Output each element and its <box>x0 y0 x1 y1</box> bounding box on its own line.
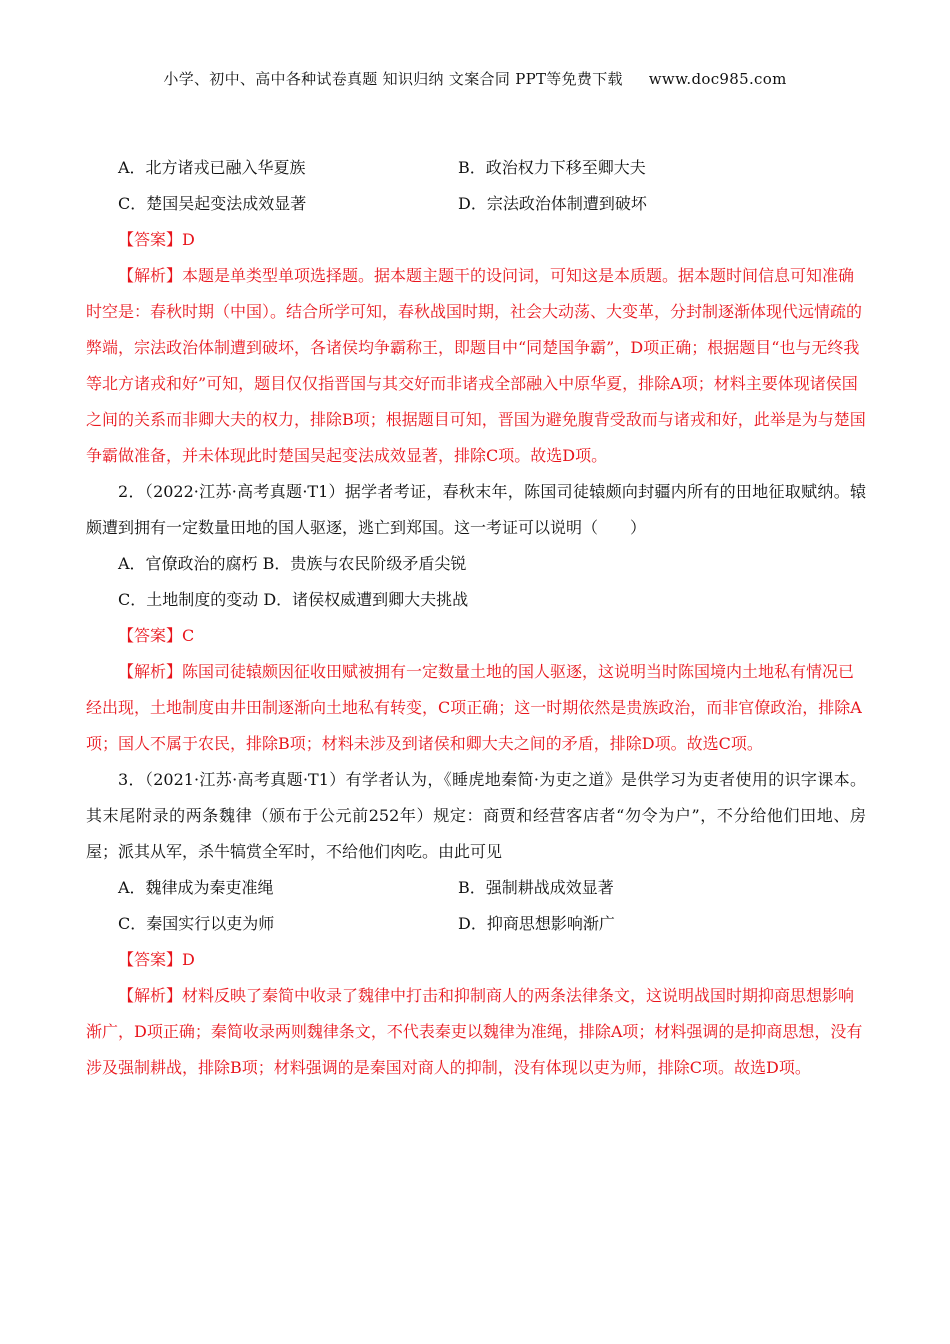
page-header <box>0 68 950 89</box>
q1-option-d: D．宗法政治体制遭到破坏 <box>458 194 647 213</box>
q1-option-c: C．楚国吴起变法成效显著 <box>118 194 307 213</box>
q2-analysis-tag: 【解析】 <box>118 662 183 681</box>
q3-option-c: C．秦国实行以吏为师 <box>118 914 275 933</box>
q2-option-row-2: C．土地制度的变动 D．诸侯权威遭到卿大夫挑战 <box>118 590 469 609</box>
q3-analysis-tag: 【解析】 <box>118 986 183 1005</box>
q2-answer: 【答案】C <box>118 626 195 645</box>
q1-analysis <box>86 258 866 474</box>
q3-analysis <box>86 978 866 1086</box>
q3-analysis-text: 材料反映了秦简中收录了魏律中打击和抑制商人的两条法律条文，这说明战国时期抑商思想影响渐广，D项正确；秦简收录两则魏律条文，不代表秦吏以魏律为准绳，排除A项；材料强调的是抑商思想，没有涉及强制耕战，排除B项；材料强调的是秦国对商人的抑制，没有体现以吏为师，排除C项。故选D项。 <box>86 986 863 1077</box>
q1-analysis-text: 本题是单类型单项选择题。据本题主题干的设问词，可知这是本质题。据本题时间信息可知准确时空是：春秋时期（中国）。结合所学可知，春秋战国时期，社会大动荡、大变革，分封制逐渐体现代远情疏的弊端，宗法政治体制遭到破坏，各诸侯均争霸称王，即题目中“同楚国争霸”，D项正确；根据题目“也与无终我等北方诸戎和好”可知，题目仅仅指晋国与其交好而非诸戎全部融入中原华夏，排除A项；材料主要体现诸侯国之间的关系而非卿大夫的权力，排除B项；根据题目可知，晋国为避免腹背受敌而与诸戎和好，此举是为与楚国争霸做准备，并未体现此时楚国吴起变法成效显著，排除C项。故选D项。 <box>86 266 866 465</box>
q3-stem: 3．（2021·江苏·高考真题·T1）有学者认为，《睡虎地秦简·为吏之道》是供学习为吏者使用的识字课本。其末尾附录的两条魏律（颁布于公元前252年）规定：商贾和经营客店者“勿令为户”，不分给他们田地、房屋；派其从军，杀牛犒赏全军时，不给他们肉吃。由此可见 <box>86 770 866 861</box>
q3-answer: 【答案】D <box>118 950 195 969</box>
q2-analysis-text: 陈国司徒辕颇因征收田赋被拥有一定数量土地的国人驱逐，这说明当时陈国境内土地私有情况已经出现，土地制度由井田制逐渐向土地私有转变，C项正确；这一时期依然是贵族政治，而非官僚政治，排除A项；国人不属于农民，排除B项；材料未涉及到诸侯和卿大夫之间的矛盾，排除D项。故选C项。 <box>86 662 862 753</box>
q1-analysis-tag: 【解析】 <box>118 266 183 285</box>
q3-options-row-2 <box>86 906 866 942</box>
q1-option-a: A．北方诸戎已融入华夏族 <box>118 158 306 177</box>
q1-option-b: B．政治权力下移至卿大夫 <box>458 158 646 177</box>
q2-stem: 2．（2022·江苏·高考真题·T1）据学者考证，春秋末年，陈国司徒辕颇向封疆内所有的田地征取赋纳。辕颇遭到拥有一定数量田地的国人驱逐，逃亡到郑国。这一考证可以说明（ ） <box>86 482 866 537</box>
q2-option-row-1: A．官僚政治的腐朽 B．贵族与农民阶级矛盾尖锐 <box>118 554 467 573</box>
q3-option-d: D．抑商思想影响渐广 <box>458 914 615 933</box>
q1-options-row-1 <box>86 150 866 186</box>
q3-options-row-1 <box>86 870 866 906</box>
header-site-link[interactable]: www.doc985.com <box>648 70 787 88</box>
q3-option-b: B．强制耕战成效显著 <box>458 878 614 897</box>
q3-option-a: A．魏律成为秦吏准绳 <box>118 878 274 897</box>
header-text: 小学、初中、高中各种试卷真题 知识归纳 文案合同 PPT等免费下载 <box>163 70 623 88</box>
document-body <box>86 150 866 1086</box>
q1-answer: 【答案】D <box>118 230 195 249</box>
q2-analysis <box>86 654 866 762</box>
q1-options-row-2 <box>86 186 866 222</box>
